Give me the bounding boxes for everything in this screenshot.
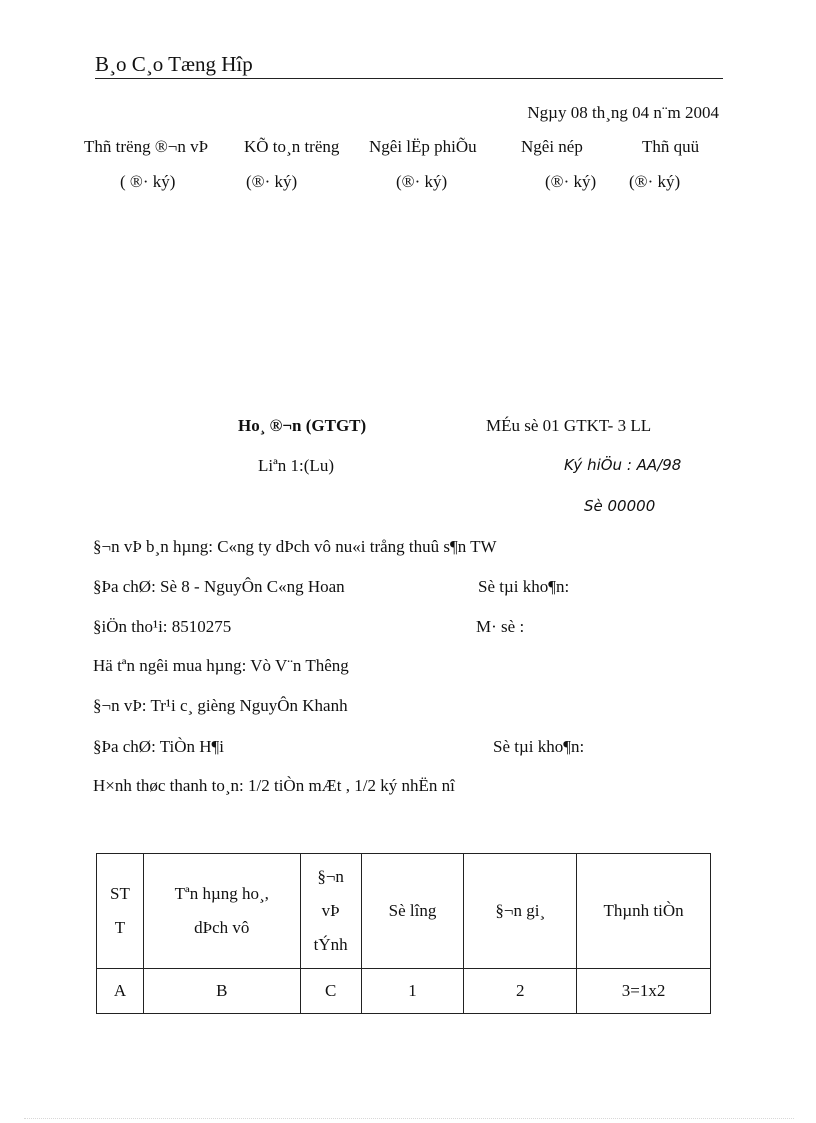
signature-title-payer: Ngêi nép xyxy=(521,137,583,156)
seller-account: Sè tµi kho¶n: xyxy=(478,577,570,596)
seller-phone: §iÖn tho¹i: 8510275 xyxy=(93,617,232,636)
buyer-unit: §¬n vÞ: Tr¹i c¸ gièng NguyÔn Khanh xyxy=(93,696,348,715)
cell-goods-name: B xyxy=(143,969,300,1014)
table-header-row xyxy=(97,854,711,969)
header-unit: §¬n vÞ tÝnh xyxy=(300,854,361,969)
seller-address: §Þa chØ: Sè 8 - NguyÔn C«ng Hoan xyxy=(93,577,345,596)
invoice-series: Ký hiÖu : AA/98 xyxy=(564,456,682,474)
invoice-copy-number: Liªn 1:(Lu) xyxy=(258,456,334,475)
cell-unit-price: 2 xyxy=(464,969,577,1014)
signature-note-payer: (®· ký) xyxy=(545,172,597,191)
invoice-serial-number: Sè 00000 xyxy=(584,497,656,515)
signature-title-chief-accountant: KÕ to¸n trëng xyxy=(244,137,340,156)
header-goods-name: Tªn hµng ho¸, dÞch vô xyxy=(143,854,300,969)
header-amount: Thµnh tiÒn xyxy=(577,854,711,969)
cell-stt: A xyxy=(97,969,144,1014)
buyer-account: Sè tµi kho¶n: xyxy=(493,737,585,756)
buyer-name: Hä tªn ngêi mua hµng: Vò V¨n Thêng xyxy=(93,656,349,675)
seller-unit: §¬n vÞ b¸n hµng: C«ng ty dÞch vô nu«i trång thuû s¶n TW xyxy=(93,537,497,556)
header-divider xyxy=(95,78,723,79)
signature-note-chief-accountant: (®· ký) xyxy=(246,172,298,191)
header-unit-price: §¬n gi¸ xyxy=(464,854,577,969)
cell-quantity: 1 xyxy=(361,969,464,1014)
document-date: Ngµy 08 th¸ng 04 n¨m 2004 xyxy=(527,103,719,122)
cell-amount: 3=1x2 xyxy=(577,969,711,1014)
invoice-form-number: MÉu sè 01 GTKT- 3 LL xyxy=(486,416,652,435)
signature-title-cashier: Thñ quü xyxy=(642,137,700,156)
signature-note-preparer: (®· ký) xyxy=(396,172,448,191)
buyer-address: §Þa chØ: TiÒn H¶i xyxy=(93,737,224,756)
signature-title-preparer: Ngêi lËp phiÕu xyxy=(369,137,477,156)
seller-tax-code: M· sè : xyxy=(476,617,525,636)
signature-title-unit-head: Thñ trëng ®¬n vÞ xyxy=(84,137,209,156)
signature-note-cashier: (®· ký) xyxy=(629,172,681,191)
signature-note-unit-head: ( ®· ký) xyxy=(120,172,176,191)
goods-table xyxy=(96,853,711,1014)
cell-unit: C xyxy=(300,969,361,1014)
invoice-title: Ho¸ ®¬n (GTGT) xyxy=(238,416,367,435)
header-quantity: Sè lîng xyxy=(361,854,464,969)
table-row xyxy=(97,969,711,1014)
payment-method: H×nh thøc thanh to¸n: 1/2 tiÒn mÆt , 1/2 ký nhËn nî xyxy=(93,776,455,795)
page-bottom-divider xyxy=(24,1118,794,1119)
report-title: B¸o C¸o Tæng Hîp xyxy=(95,52,253,76)
header-stt: ST T xyxy=(97,854,144,969)
